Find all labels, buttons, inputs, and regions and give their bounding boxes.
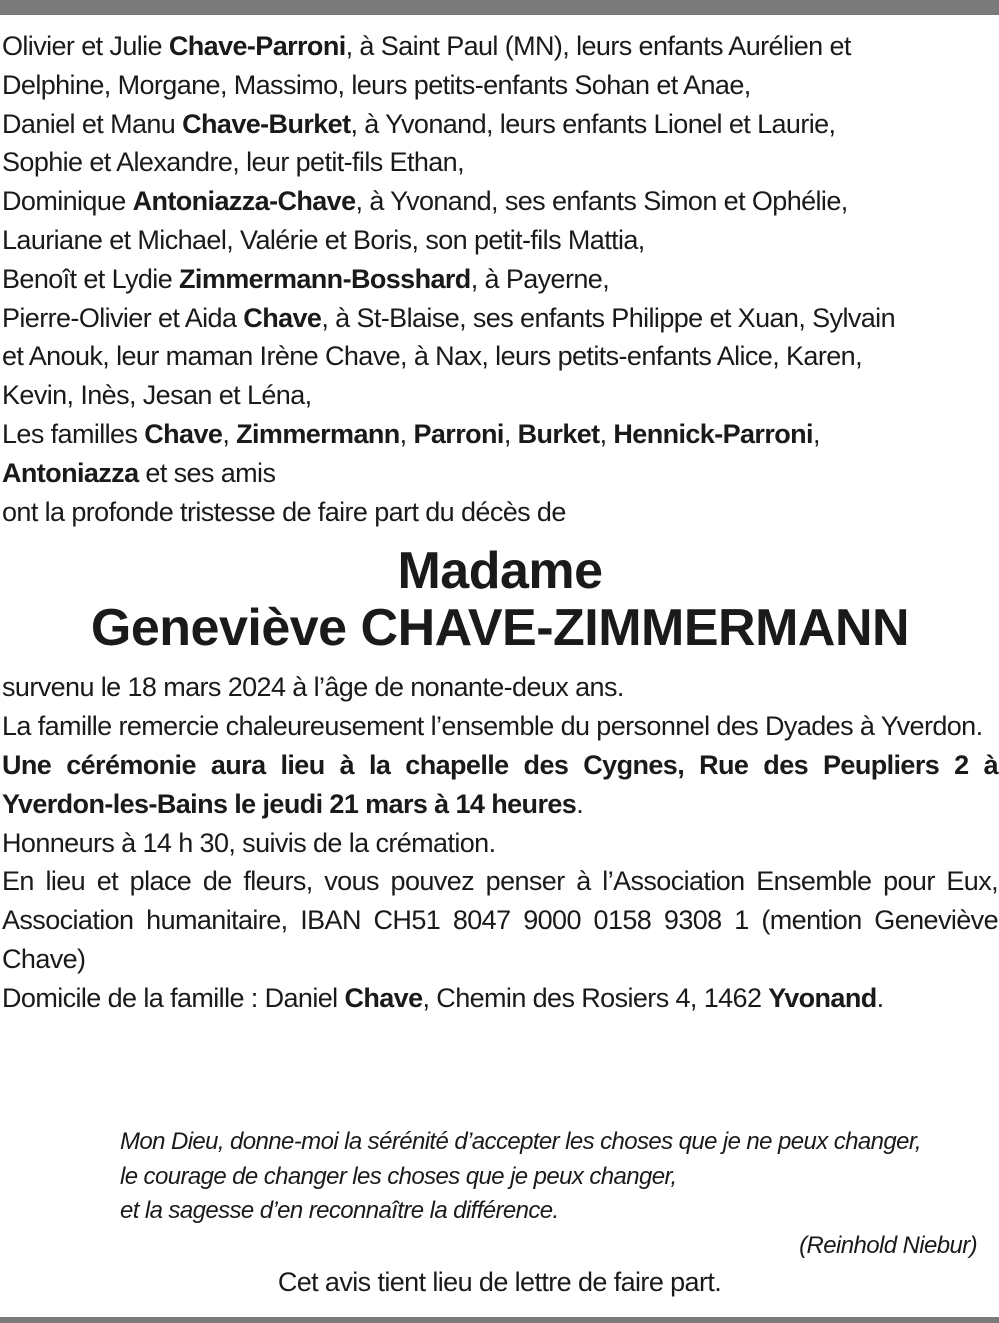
deceased-name: Geneviève CHAVE-ZIMMERMANN <box>90 599 910 658</box>
donation-paragraph: En lieu et place de fleurs, vous pouvez penser à l’Association Ensemble pour Eux, Association humanitaire, IBAN CH51 8047 9000 0158 9308 1 (mention Geneviève Chave) <box>2 866 998 974</box>
family-line: Pierre-Olivier et Aida Chave, à St-Blaise, ses enfants Philippe et Xuan, Sylvain <box>2 302 895 333</box>
prayer-quote <box>120 1125 999 1263</box>
families-line: Les familles Chave, Zimmermann, Parroni, Burket, Hennick-Parroni, <box>2 418 820 449</box>
family-line: Delphine, Morgane, Massimo, leurs petits-enfants Sohan et Anae, <box>2 69 751 100</box>
quote-line: et la sagesse d’en reconnaître la différence. <box>120 1197 559 1224</box>
thanks-paragraph: La famille remercie chaleureusement l’ensemble du personnel des Dyades à Yverdon. <box>2 711 983 742</box>
family-line: Daniel et Manu Chave-Burket, à Yvonand, leurs enfants Lionel et Laurie, <box>2 108 836 139</box>
family-line: Benoît et Lydie Zimmermann-Bosshard, à Payerne, <box>2 263 610 294</box>
families-line: Antoniazza et ses amis <box>2 457 276 488</box>
domicile-line: Domicile de la famille : Daniel Chave, Chemin des Rosiers 4, 1462 Yvonand. <box>2 982 884 1013</box>
deceased-title: Madame <box>397 542 603 601</box>
family-line: Sophie et Alexandre, leur petit-fils Ethan, <box>2 147 464 178</box>
ceremony-paragraph: Une cérémonie aura lieu à la chapelle des Cygnes, Rue des Peupliers 2 à Yverdon-les-Bains le jeudi 21 mars à 14 heures. <box>2 749 998 819</box>
family-line: Dominique Antoniazza-Chave, à Yvonand, ses enfants Simon et Ophélie, <box>2 186 848 217</box>
family-line: Olivier et Julie Chave-Parroni, à Saint Paul (MN), leurs enfants Aurélien et <box>2 31 851 61</box>
death-date: survenu le 18 mars 2024 à l’âge de nonante-deux ans. <box>2 672 624 703</box>
top-rule <box>0 0 999 15</box>
quote-author: (Reinhold Niebur) <box>799 1231 977 1259</box>
obituary-body <box>2 27 998 1018</box>
bottom-rule <box>0 1317 999 1323</box>
family-line: et Anouk, leur maman Irène Chave, à Nax, leurs petits-enfants Alice, Karen, <box>2 341 862 372</box>
family-line: Lauriane et Michael, Valérie et Boris, son petit-fils Mattia, <box>2 224 645 255</box>
honours-line: Honneurs à 14 h 30, suivis de la crémation. <box>2 827 496 858</box>
deceased-heading <box>2 543 998 657</box>
closing-line: Cet avis tient lieu de lettre de faire part. <box>277 1267 722 1297</box>
family-line: Kevin, Inès, Jesan et Léna, <box>2 380 312 411</box>
quote-line: le courage de changer les choses que je peux changer, <box>120 1162 677 1190</box>
quote-line: Mon Dieu, donne-moi la sérénité d’accepter les choses que je ne peux changer, <box>120 1128 921 1155</box>
announcement-line: ont la profonde tristesse de faire part du décès de <box>2 496 566 527</box>
